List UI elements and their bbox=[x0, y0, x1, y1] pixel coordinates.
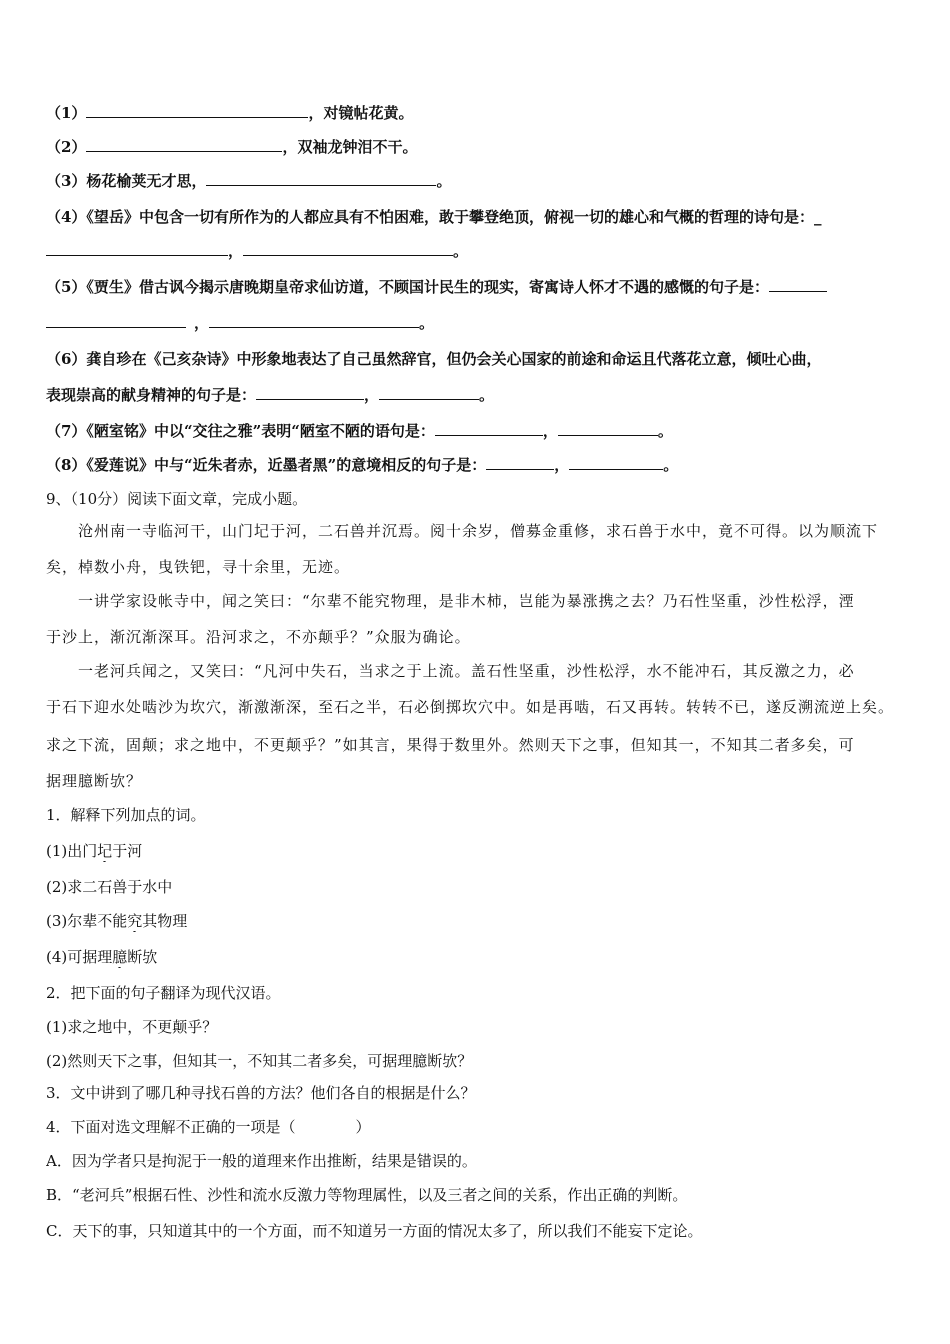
fill-q6-line2 bbox=[46, 384, 906, 406]
fill-q4-text: （4）《望岳》中包含一切有所作为的人都应具有不怕困难，敢于攀登绝顶，俯视一切的雄心和气概的哲理的诗句是：_ bbox=[46, 208, 822, 226]
fill-q5-text: （5）《贾生》借古讽今揭示唐晚期皇帝求仙访道，不顾国计民生的现实，寄寓诗人怀才不遇的感慨的句子是： bbox=[46, 278, 769, 296]
passage-p2-line1: 一讲学家设帐寺中，闻之笑曰：“尔辈不能究物理，是非木柿，岂能为暴涨携之去？乃石性坚重，沙性松浮，湮 bbox=[78, 592, 855, 610]
passage-p3-line2: 于石下迎水处啮沙为坎穴，渐激渐深，至石之半，石必倒掷坎穴中。如是再啮，石又再转。转转不已，遂反溯流逆上矣。 bbox=[46, 698, 895, 716]
fill-q3-prefix: （3）杨花榆荚无才思， bbox=[46, 172, 207, 190]
fill-q4-sep: ， bbox=[228, 242, 244, 260]
fill-q6-text: （6）龚自珍在《己亥杂诗》中形象地表达了自己虽然辞官，但仍会关心国家的前途和命运且代落花立意，倾吐心曲， bbox=[46, 350, 822, 368]
answer-blank[interactable] bbox=[209, 313, 419, 328]
fill-q6-end: 。 bbox=[479, 386, 495, 404]
item-post: 断欤 bbox=[127, 948, 158, 966]
passage-p3-line3: 求之下流，固颠；求之地中，不更颠乎？”如其言，果得于数里外。然则天下之事，但知其一，不知其二者多矣，可 bbox=[46, 736, 855, 754]
answer-blank[interactable] bbox=[558, 421, 658, 436]
fill-q3-suffix: 。 bbox=[436, 172, 452, 190]
item-pre: (2)求二石兽于水中 bbox=[46, 878, 173, 896]
answer-blank[interactable] bbox=[86, 103, 308, 118]
option-c[interactable]: C．天下的事，只知道其中的一个方面，而不知道另一方面的情况太多了，所以我们不能妄下定论。 bbox=[46, 1222, 703, 1240]
answer-blank[interactable] bbox=[206, 171, 436, 186]
option-a[interactable]: A．因为学者只是拘泥于一般的道理来作出推断，结果是错误的。 bbox=[46, 1152, 477, 1170]
fill-q7-end: 。 bbox=[657, 422, 673, 440]
answer-blank[interactable] bbox=[435, 421, 543, 436]
question-2-item: (1)求之地中，不更颠乎？ bbox=[46, 1018, 218, 1036]
fill-q6-sep: ， bbox=[364, 386, 380, 404]
fill-q2-prefix: （2） bbox=[46, 138, 87, 156]
answer-blank[interactable] bbox=[46, 241, 228, 256]
fill-q1 bbox=[46, 102, 906, 124]
passage-p1-line2: 矣，棹数小舟，曳铁钯，寻十余里，无迹。 bbox=[46, 558, 351, 576]
dotted-word: 圮 bbox=[97, 842, 113, 860]
fill-q4-line1 bbox=[46, 206, 906, 228]
fill-q5-line1 bbox=[46, 276, 906, 298]
answer-blank[interactable] bbox=[243, 241, 453, 256]
question-4-title: 4．下面对选文理解不正确的一项是（ ） bbox=[46, 1118, 371, 1136]
fill-q8-sep: ， bbox=[554, 456, 570, 474]
fill-q7-sep: ， bbox=[542, 422, 558, 440]
answer-blank[interactable] bbox=[86, 137, 282, 152]
fill-q8 bbox=[46, 454, 906, 476]
question-1-item bbox=[46, 840, 906, 862]
fill-q6-text2: 表现崇高的献身精神的句子是： bbox=[46, 386, 257, 404]
dotted-word: 臆 bbox=[112, 948, 128, 966]
question-2-item: (2)然则天下之事，但知其一，不知其二者多矣，可据理臆断欤？ bbox=[46, 1052, 473, 1070]
fill-q4-end: 。 bbox=[453, 242, 469, 260]
fill-q2-suffix: ，双袖龙钟泪不干。 bbox=[282, 138, 418, 156]
fill-q5-end: 。 bbox=[419, 314, 435, 332]
answer-blank[interactable] bbox=[379, 385, 479, 400]
item-pre: (4)可据理 bbox=[46, 948, 113, 966]
fill-q2 bbox=[46, 136, 906, 158]
answer-blank[interactable] bbox=[486, 455, 554, 470]
answer-blank[interactable] bbox=[769, 277, 827, 292]
answer-blank[interactable] bbox=[569, 455, 663, 470]
fill-q7 bbox=[46, 420, 906, 442]
dotted-word: 究 bbox=[127, 912, 143, 930]
question-1-title: 1．解释下列加点的词。 bbox=[46, 806, 206, 824]
item-pre: (1)出门 bbox=[46, 842, 98, 860]
passage-p2-line2: 于沙上，渐沉渐深耳。沿河求之，不亦颠乎？”众服为确论。 bbox=[46, 628, 471, 646]
question-1-item bbox=[46, 876, 906, 898]
passage-p3-line4: 据理臆断欤？ bbox=[46, 772, 143, 790]
answer-blank[interactable] bbox=[256, 385, 364, 400]
passage-p3-line1: 一老河兵闻之，又笑曰：“凡河中失石，当求之于上流。盖石性坚重，沙性松浮，水不能冲石，其反激之力，必 bbox=[78, 662, 855, 680]
fill-q5-sep: ， bbox=[194, 314, 210, 332]
question-1-item bbox=[46, 910, 906, 932]
passage-p1-line1: 沧州南一寺临河干，山门圮于河，二石兽并沉焉。阅十余岁，僧募金重修，求石兽于水中，竟不可得。以为顺流下 bbox=[78, 522, 879, 540]
fill-q4-line2 bbox=[46, 240, 906, 262]
option-b[interactable]: B．“老河兵”根据石性、沙性和流水反激力等物理属性，以及三者之间的关系，作出正确的判断。 bbox=[46, 1186, 688, 1204]
item-post: 于河 bbox=[112, 842, 143, 860]
answer-blank[interactable] bbox=[46, 313, 186, 328]
fill-q3 bbox=[46, 170, 906, 192]
fill-q5-line2 bbox=[46, 312, 906, 334]
fill-q6-line1 bbox=[46, 348, 906, 370]
item-post: 其物理 bbox=[142, 912, 188, 930]
fill-q1-prefix: （1） bbox=[46, 104, 87, 122]
fill-q1-suffix: ，对镜帖花黄。 bbox=[308, 104, 414, 122]
question-2-title: 2．把下面的句子翻译为现代汉语。 bbox=[46, 984, 281, 1002]
question-1-item bbox=[46, 946, 906, 968]
fill-q8-end: 。 bbox=[663, 456, 679, 474]
question-3-title: 3．文中讲到了哪几种寻找石兽的方法？他们各自的根据是什么？ bbox=[46, 1084, 476, 1102]
item-pre: (3)尔辈不能 bbox=[46, 912, 128, 930]
reading-heading: 9、（10分）阅读下面文章，完成小题。 bbox=[46, 490, 308, 508]
fill-q7-text: （7）《陋室铭》中以“交往之雅”表明“陋室不陋的语句是： bbox=[46, 422, 435, 440]
fill-q8-text: （8）《爱莲说》中与“近朱者赤，近墨者黑”的意境相反的句子是： bbox=[46, 456, 487, 474]
